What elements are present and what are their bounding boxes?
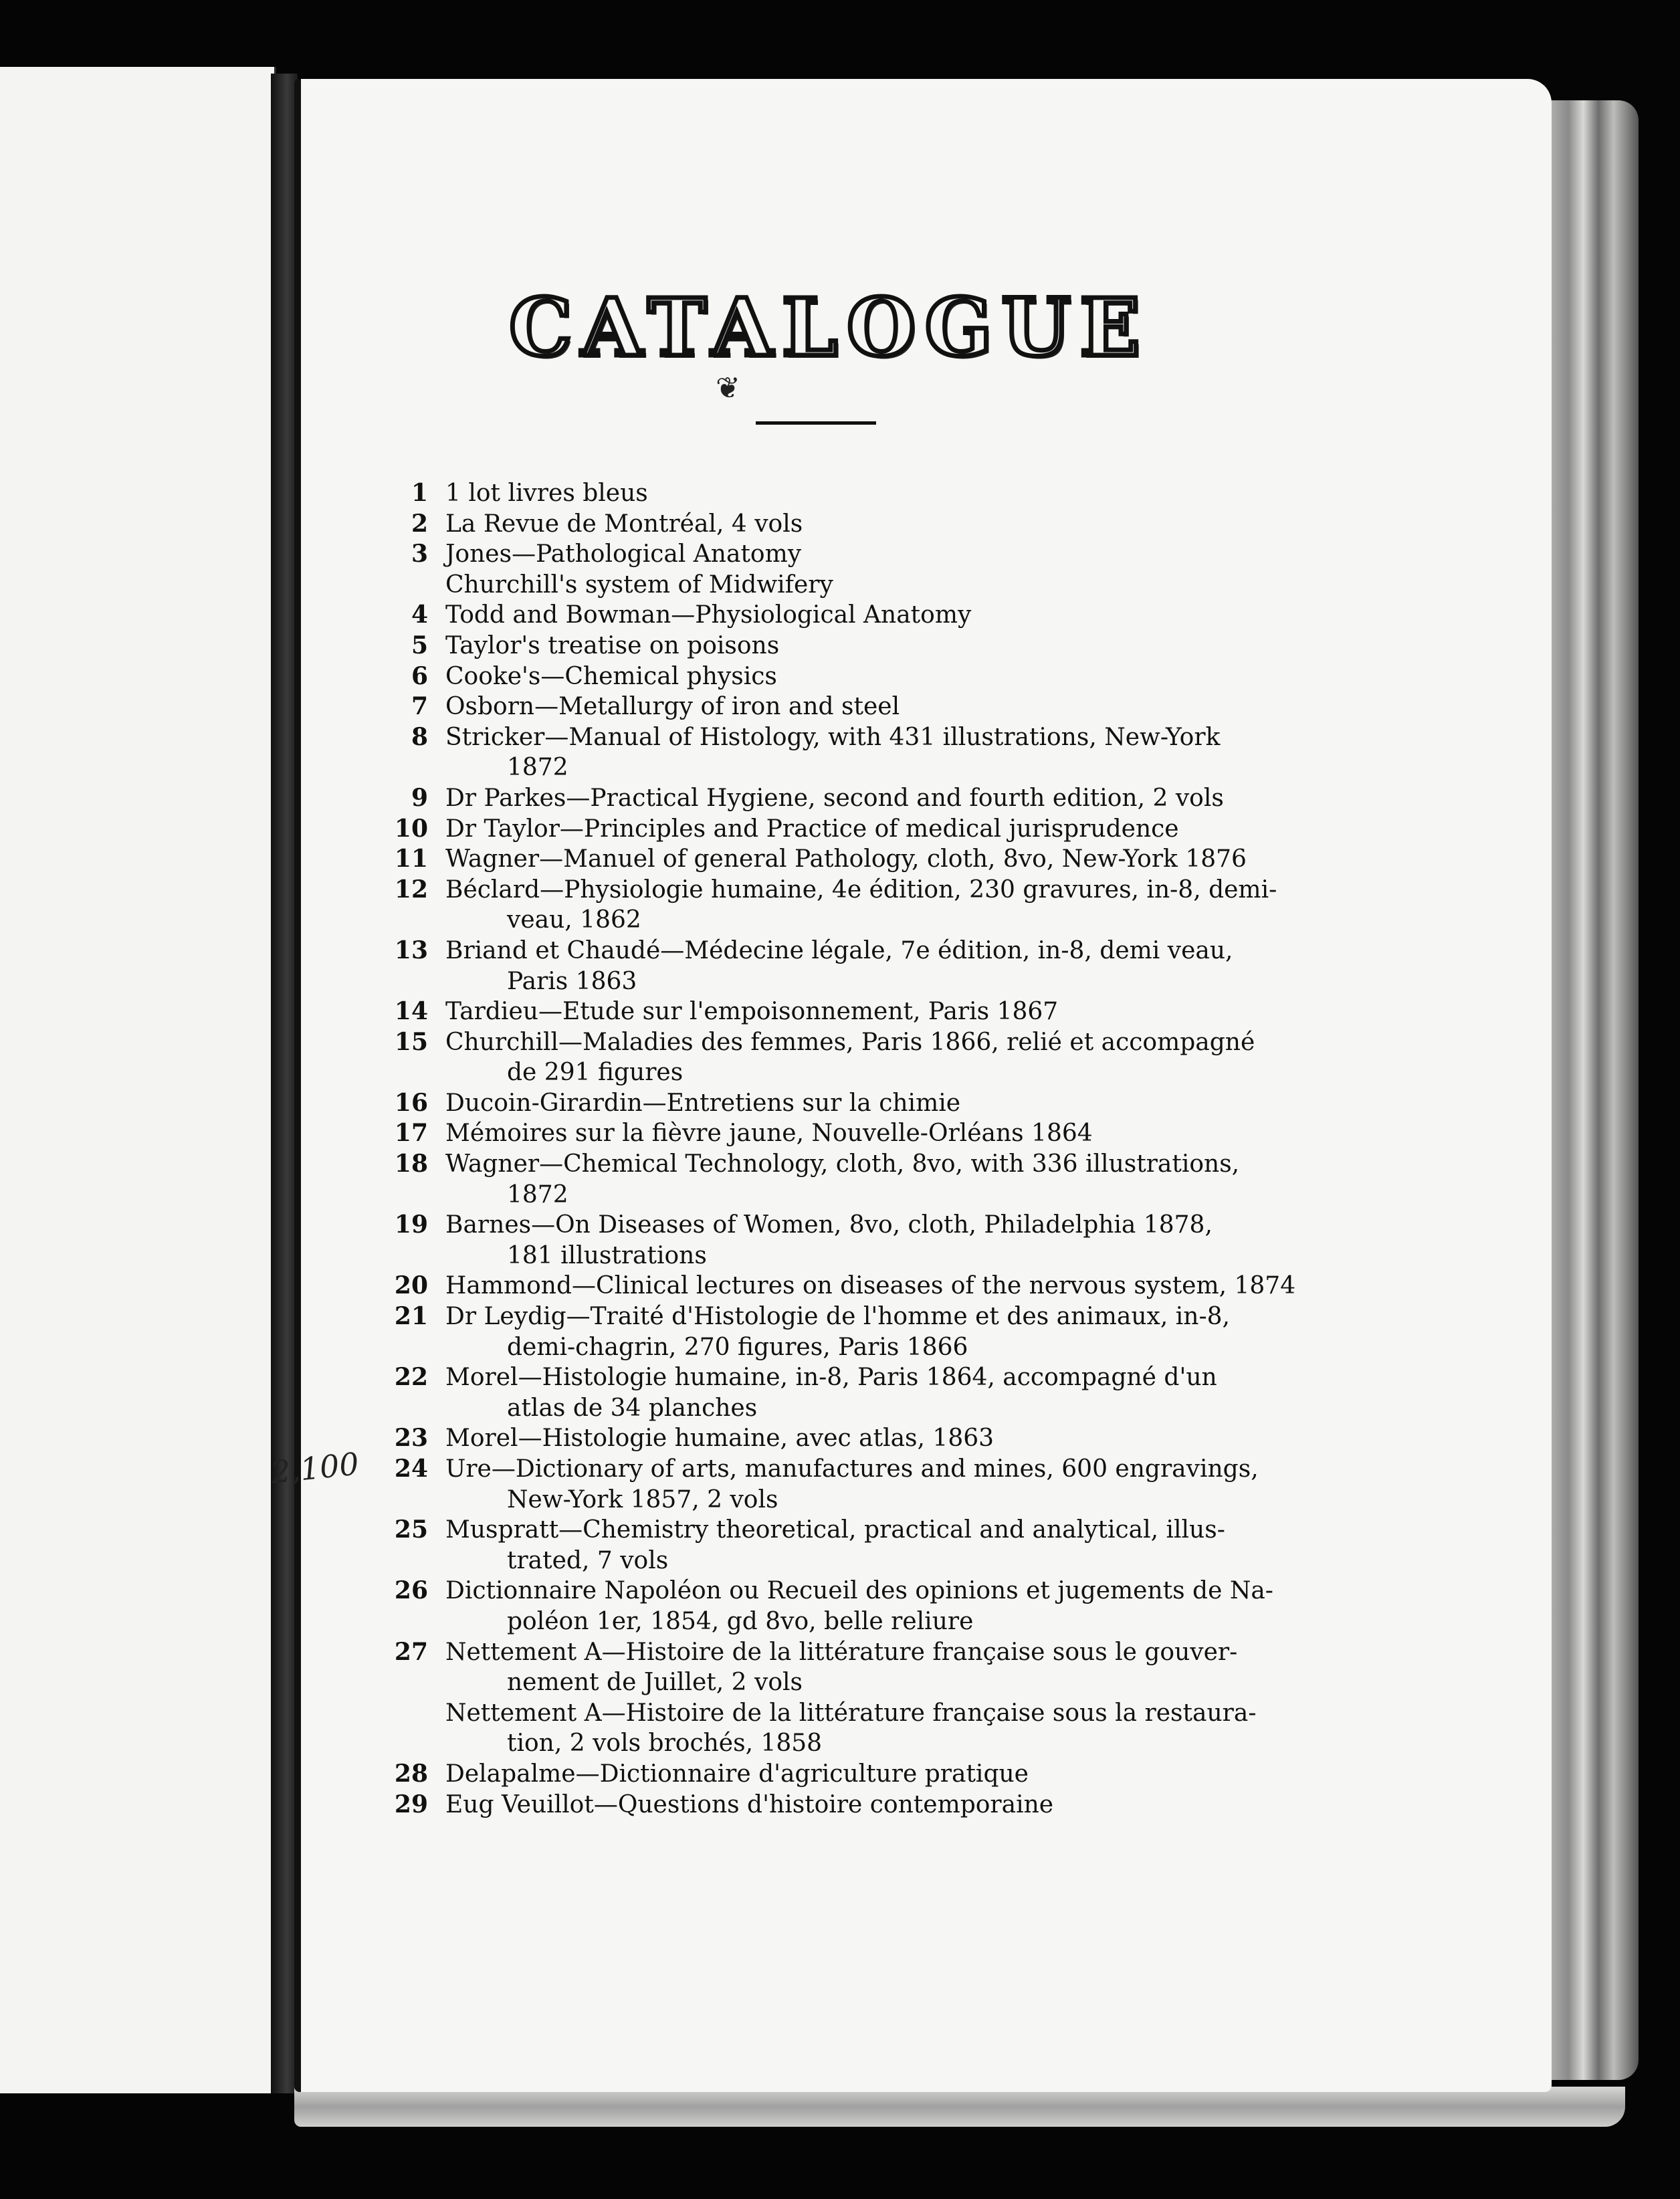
- catalogue-entry: [375, 1057, 1297, 1088]
- entry-text: Dr Taylor—Principles and Practice of medical jurisprudence: [445, 815, 1179, 843]
- entry-text: Eug Veuillot—Questions d'histoire contemporaine: [445, 1790, 1054, 1818]
- catalogue-entry: [375, 631, 1297, 661]
- entry-continuation: atlas de 34 planches: [507, 1394, 758, 1422]
- entry-number: 9: [411, 783, 428, 812]
- page-title: CATALOGUE: [509, 281, 1150, 374]
- catalogue-entry: [375, 1241, 1297, 1271]
- title-rule: [756, 421, 876, 425]
- entry-number: [375, 1606, 445, 1637]
- entry-number: [375, 1667, 445, 1698]
- entry-number: 24: [394, 1455, 428, 1483]
- entry-number: 4: [411, 601, 428, 629]
- entry-number: 2: [411, 509, 428, 538]
- catalogue-entry: [375, 905, 1297, 936]
- entry-text: Dr Parkes—Practical Hygiene, second and fourth edition, 2 vols: [445, 784, 1224, 812]
- entry-text: Wagner—Chemical Technology, cloth, 8vo, with 336 illustrations,: [445, 1150, 1240, 1178]
- catalogue-entry: [375, 1485, 1297, 1515]
- entry-text: Jones—Pathological Anatomy: [445, 540, 802, 568]
- catalogue-entry: [375, 1515, 1297, 1546]
- entry-number: 12: [394, 875, 428, 904]
- catalogue-entry: [375, 1393, 1297, 1424]
- entry-text: Todd and Bowman—Physiological Anatomy: [445, 601, 972, 629]
- catalogue-entry: [375, 1790, 1297, 1820]
- catalogue-list: [375, 478, 1297, 1820]
- catalogue-entry: [375, 1667, 1297, 1698]
- entry-number: [375, 752, 445, 783]
- catalogue-entry: [375, 570, 1297, 601]
- catalogue-entry: [375, 1088, 1297, 1119]
- catalogue-entry: [375, 509, 1297, 540]
- entry-number: 10: [394, 814, 428, 843]
- entry-text: Cooke's—Chemical physics: [445, 662, 777, 690]
- entry-number: 8: [411, 722, 428, 751]
- entry-number: [375, 1546, 445, 1576]
- entry-text: Delapalme—Dictionnaire d'agriculture pratique: [445, 1760, 1029, 1788]
- entry-continuation: tion, 2 vols brochés, 1858: [507, 1730, 823, 1758]
- catalogue-entry: [375, 1728, 1297, 1759]
- entry-text: Morel—Histologie humaine, in-8, Paris 1864, accompagné d'un: [445, 1364, 1217, 1392]
- entry-number: [375, 905, 445, 936]
- catalogue-entry: [375, 966, 1297, 997]
- catalogue-entry: [375, 1606, 1297, 1637]
- entry-continuation: de 291 figures: [507, 1059, 684, 1087]
- entry-continuation: demi-chagrin, 270 figures, Paris 1866: [507, 1333, 968, 1361]
- entry-text: Taylor's treatise on poisons: [445, 631, 780, 659]
- catalogue-entry: [375, 1637, 1297, 1668]
- entry-number: 11: [394, 845, 428, 873]
- page-bottom-edge: [294, 2087, 1625, 2127]
- entry-number: 29: [394, 1790, 428, 1818]
- entry-number: 16: [394, 1088, 428, 1117]
- entry-continuation: 1872: [507, 1180, 568, 1209]
- entry-continuation: trated, 7 vols: [507, 1546, 669, 1574]
- entry-number: [375, 1393, 445, 1424]
- entry-text: Churchill—Maladies des femmes, Paris 1866, relié et accompagné: [445, 1028, 1255, 1056]
- entry-text: Ure—Dictionary of arts, manufactures and mines, 600 engravings,: [445, 1455, 1259, 1483]
- catalogue-entry: [375, 1759, 1297, 1790]
- entry-text: Tardieu—Etude sur l'empoisonnement, Paris 1867: [445, 998, 1059, 1026]
- entry-number: [375, 1057, 445, 1088]
- entry-number: [375, 1241, 445, 1271]
- catalogue-entry: [375, 600, 1297, 631]
- entry-number: 25: [394, 1515, 428, 1544]
- catalogue-entry: [375, 783, 1297, 814]
- entry-number: 14: [394, 997, 428, 1026]
- catalogue-entry: [375, 936, 1297, 966]
- entry-text: Churchill's system of Midwifery: [445, 570, 833, 599]
- entry-number: [375, 1180, 445, 1211]
- entry-number: [375, 966, 445, 997]
- catalogue-entry: [375, 478, 1297, 509]
- catalogue-entry: [375, 997, 1297, 1027]
- catalogue-entry: [375, 539, 1297, 570]
- entry-continuation: veau, 1862: [507, 906, 641, 934]
- catalogue-entry: [375, 1423, 1297, 1454]
- entry-text: Mémoires sur la fièvre jaune, Nouvelle-Orléans 1864: [445, 1120, 1093, 1148]
- catalogue-entry: [375, 1027, 1297, 1058]
- handwritten-note: 2,100: [269, 1445, 361, 1491]
- catalogue-entry: [375, 1180, 1297, 1211]
- entry-text: Barnes—On Diseases of Women, 8vo, cloth, Philadelphia 1878,: [445, 1211, 1213, 1239]
- entry-text: Dictionnaire Napoléon ou Recueil des opinions et jugements de Na-: [445, 1577, 1273, 1605]
- entry-number: 15: [394, 1027, 428, 1056]
- flourish-ornament-icon: ❦: [716, 371, 740, 405]
- entry-continuation: poléon 1er, 1854, gd 8vo, belle reliure: [507, 1607, 974, 1635]
- catalogue-entry: [375, 814, 1297, 845]
- entry-text: Hammond—Clinical lectures on diseases of the nervous system, 1874: [445, 1272, 1296, 1300]
- catalogue-entry: [375, 1362, 1297, 1393]
- book-gutter: [271, 74, 298, 2093]
- catalogue-entry: [375, 875, 1297, 906]
- entry-number: 23: [394, 1424, 428, 1453]
- entry-number: [375, 1698, 445, 1729]
- catalogue-entry: [375, 1210, 1297, 1241]
- entry-number: [375, 570, 445, 601]
- catalogue-entry: [375, 1546, 1297, 1576]
- entry-continuation: nement de Juillet, 2 vols: [507, 1669, 803, 1697]
- catalogue-entry: [375, 1454, 1297, 1485]
- entry-text: Béclard—Physiologie humaine, 4e édition, 230 gravures, in-8, demi-: [445, 875, 1277, 904]
- entry-text: 1 lot livres bleus: [445, 480, 648, 507]
- entry-number: 28: [394, 1759, 428, 1788]
- entry-number: 21: [394, 1302, 428, 1331]
- entry-number: 27: [394, 1637, 428, 1666]
- entry-number: 22: [394, 1363, 428, 1392]
- catalogue-entry: [375, 1332, 1297, 1363]
- entry-number: [375, 1485, 445, 1515]
- catalogue-entry: [375, 1149, 1297, 1180]
- entry-text: La Revue de Montréal, 4 vols: [445, 510, 803, 538]
- catalogue-entry: [375, 1271, 1297, 1301]
- entry-number: 17: [394, 1119, 428, 1148]
- entry-text: Briand et Chaudé—Médecine légale, 7e édition, in-8, demi veau,: [445, 936, 1233, 964]
- entry-number: 7: [411, 692, 428, 721]
- catalogue-entry: [375, 1576, 1297, 1606]
- entry-text: Nettement A—Histoire de la littérature française sous le gouver-: [445, 1638, 1238, 1666]
- entry-number: 20: [394, 1271, 428, 1300]
- catalogue-entry: [375, 844, 1297, 875]
- entry-text: Ducoin-Girardin—Entretiens sur la chimie: [445, 1089, 961, 1117]
- entry-text: Morel—Histologie humaine, avec atlas, 1863: [445, 1425, 994, 1453]
- entry-continuation: New-York 1857, 2 vols: [507, 1485, 778, 1513]
- entry-number: 13: [394, 936, 428, 964]
- facing-page: [0, 67, 276, 2093]
- entry-text: Stricker—Manual of Histology, with 431 illustrations, New-York: [445, 723, 1221, 751]
- entry-continuation: 181 illustrations: [507, 1241, 707, 1269]
- catalogue-entry: [375, 661, 1297, 692]
- entry-number: 19: [394, 1211, 428, 1239]
- entry-number: 3: [411, 540, 428, 568]
- catalogue-entry: [375, 1118, 1297, 1149]
- entry-text: Osborn—Metallurgy of iron and steel: [445, 693, 900, 721]
- catalogue-entry: [375, 722, 1297, 753]
- entry-number: 1: [411, 479, 428, 507]
- entry-number: 26: [394, 1576, 428, 1605]
- entry-text: Muspratt—Chemistry theoretical, practical and analytical, illus-: [445, 1516, 1225, 1544]
- catalogue-entry: [375, 1301, 1297, 1332]
- entry-text: Dr Leydig—Traité d'Histologie de l'homme et des animaux, in-8,: [445, 1303, 1230, 1331]
- page-edge-stack: [1538, 100, 1639, 2080]
- entry-number: 5: [411, 631, 428, 659]
- entry-continuation: Paris 1863: [507, 967, 637, 995]
- entry-number: 18: [394, 1150, 428, 1178]
- catalogue-entry: [375, 692, 1297, 722]
- entry-number: 6: [411, 661, 428, 690]
- entry-number: [375, 1728, 445, 1759]
- catalogue-entry: [375, 1698, 1297, 1729]
- entry-continuation: 1872: [507, 754, 568, 782]
- entry-number: [375, 1332, 445, 1363]
- entry-text: Nettement A—Histoire de la littérature française sous la restaura-: [445, 1699, 1257, 1727]
- entry-text: Wagner—Manuel of general Pathology, cloth, 8vo, New-York 1876: [445, 845, 1247, 873]
- catalogue-entry: [375, 752, 1297, 783]
